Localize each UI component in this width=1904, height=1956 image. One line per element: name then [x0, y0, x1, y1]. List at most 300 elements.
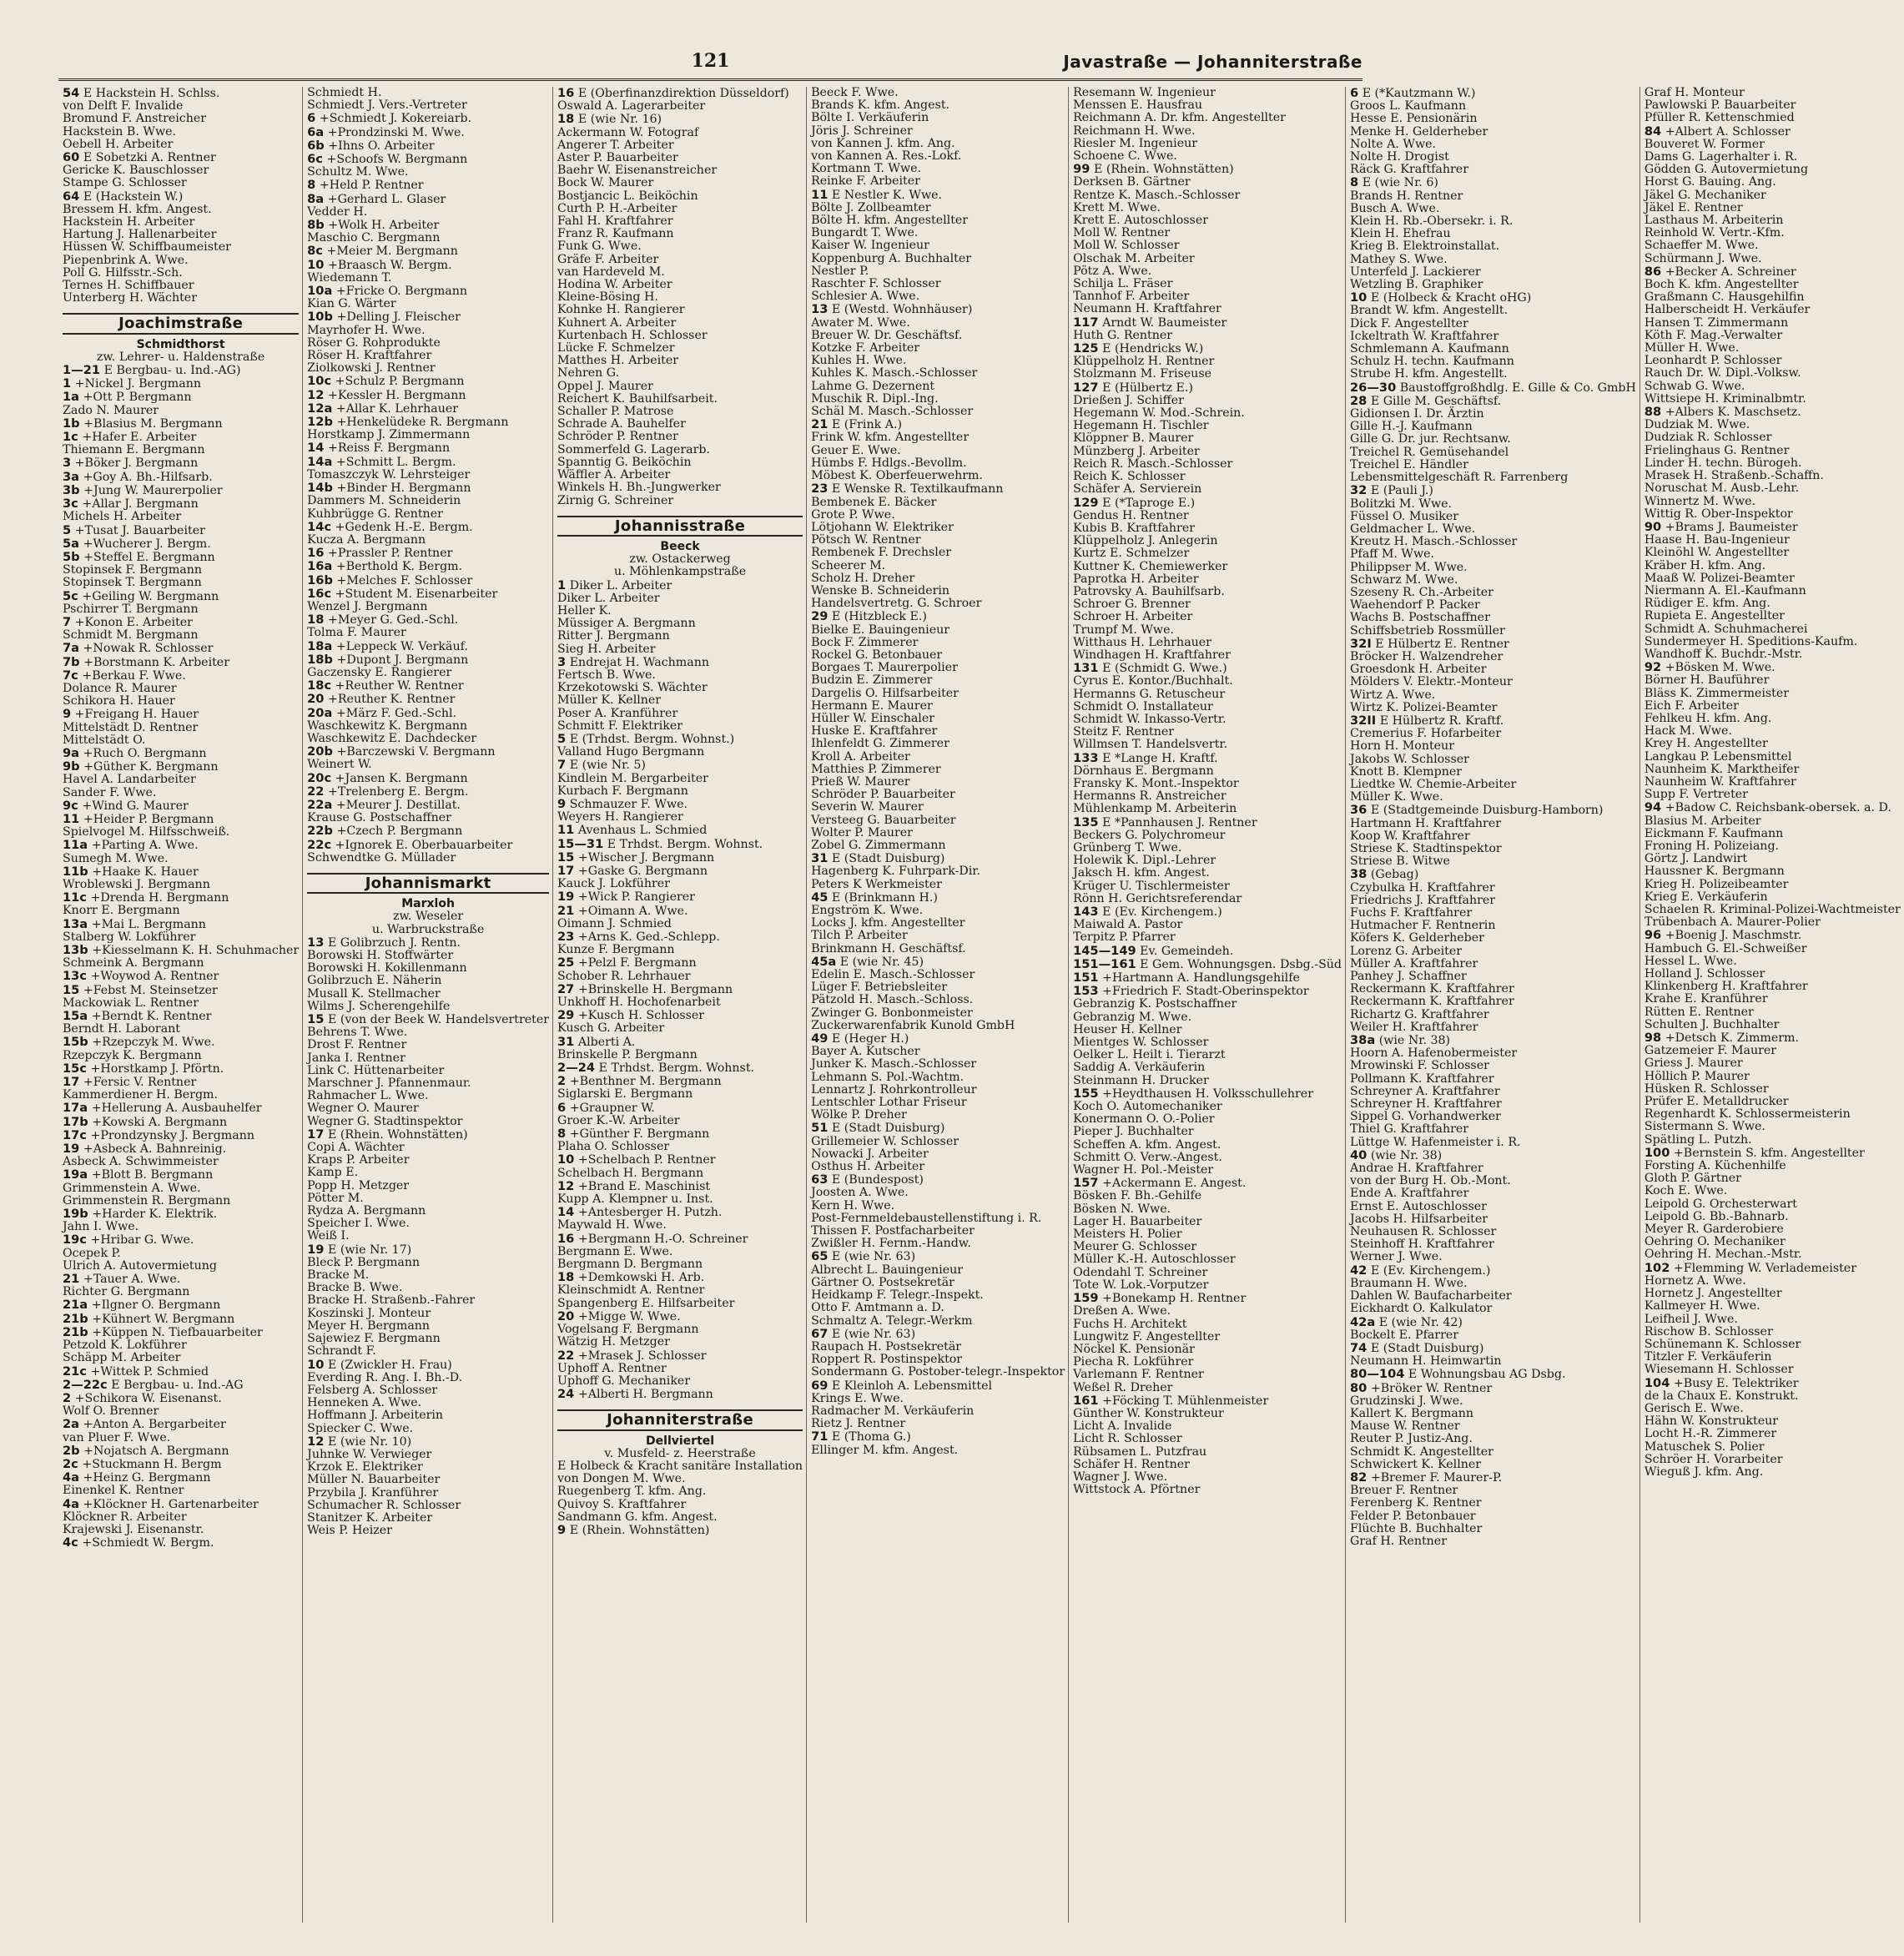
resident-entry — [63, 1511, 299, 1524]
resident-text: Kucza A. Bergmann — [307, 532, 426, 547]
resident-entry — [63, 1102, 299, 1115]
resident-text: Tolma F. Maurer — [307, 626, 406, 640]
house-number: 29 — [557, 1008, 575, 1023]
resident-text: Rockel G. Betonbauer — [811, 648, 943, 662]
resident-entry — [1350, 779, 1636, 791]
resident-entry — [307, 1001, 549, 1013]
house-number: 22c — [307, 837, 332, 852]
resident-entry — [1645, 1364, 1901, 1376]
resident-text: +Günther F. Bergmann — [569, 1127, 710, 1142]
resident-text: Röser G. Rohprodukte — [307, 335, 441, 350]
house-number: 32 — [1350, 483, 1368, 498]
resident-entry — [1645, 1262, 1901, 1275]
resident-entry — [1350, 1535, 1636, 1548]
resident-text: Bösken N. Wwe. — [1073, 1202, 1171, 1216]
resident-entry — [811, 534, 1065, 547]
resident-text: Huth G. Rentner — [1073, 328, 1173, 342]
house-number: 16b — [307, 572, 333, 587]
resident-entry — [811, 624, 1065, 637]
resident-entry — [63, 1339, 299, 1352]
resident-entry — [811, 330, 1065, 342]
resident-entry — [63, 760, 299, 774]
resident-text: Schelbach H. Bergmann — [557, 1166, 704, 1180]
resident-entry — [1073, 1484, 1342, 1496]
resident-entry — [1073, 330, 1342, 342]
resident-text: E *Lange H. Kraftf. — [1102, 751, 1218, 765]
resident-text: +Oimann A. Wwe. — [577, 904, 688, 918]
resident-text: Groesdonk H. Arbeiter — [1350, 663, 1487, 677]
resident-text: Pfüller R. Kettenschmied — [1644, 111, 1795, 125]
resident-entry — [1073, 905, 1342, 919]
resident-text: +Febst M. Steinsetzer — [83, 983, 218, 997]
resident-text: Graf H. Rentner — [1350, 1534, 1447, 1548]
resident-entry — [1073, 150, 1342, 163]
resident-entry — [1645, 1236, 1901, 1248]
house-number: 4a — [63, 1470, 80, 1485]
resident-entry — [811, 1058, 1065, 1071]
resident-text: Eich F. Arbeiter — [1644, 698, 1739, 713]
resident-text: Reichmann H. Wwe. — [1073, 124, 1196, 138]
resident-text: Dreßen A. Wwe. — [1073, 1304, 1171, 1318]
resident-entry — [307, 179, 549, 192]
resident-text: Schünemann K. Schlosser — [1644, 1337, 1801, 1351]
resident-text: Terpitz P. Pfarrer — [1073, 930, 1176, 945]
resident-text: Golibrzuch E. Näherin — [307, 974, 442, 988]
resident-entry — [63, 204, 299, 216]
resident-text: Hack M. Wwe. — [1644, 724, 1732, 739]
resident-text: Bressem H. kfm. Angest. — [63, 202, 212, 216]
resident-entry — [1073, 985, 1342, 998]
street-range: zw. Weseler — [393, 910, 464, 924]
resident-text: Kotzke F. Arbeiter — [811, 341, 920, 355]
resident-entry — [811, 355, 1065, 367]
resident-entry — [1350, 740, 1636, 753]
resident-entry — [1350, 1342, 1636, 1355]
resident-text: Moll W. Rentner — [1073, 226, 1171, 240]
resident-entry — [307, 1065, 549, 1077]
resident-text: Uphoff A. Rentner — [557, 1361, 667, 1375]
resident-text: Kallmeyer H. Wwe. — [1644, 1299, 1760, 1313]
resident-entry — [557, 720, 803, 733]
resident-entry — [557, 983, 803, 996]
resident-entry — [63, 1260, 299, 1273]
house-number: 5b — [63, 549, 80, 564]
resident-text: Naunheim K. Marktheifer — [1644, 762, 1800, 776]
resident-entry — [811, 930, 1065, 942]
resident-text: +Hellerung A. Ausbauhelfer — [91, 1102, 262, 1116]
resident-text: Hüsken R. Schlosser — [1644, 1081, 1769, 1096]
resident-entry — [63, 87, 299, 100]
resident-entry — [1645, 1441, 1901, 1454]
resident-entry — [811, 891, 1065, 905]
resident-entry — [557, 656, 803, 669]
resident-text: +Horstkamp J. Pförtn. — [90, 1061, 224, 1076]
house-number: 15 — [557, 849, 575, 865]
resident-entry — [1073, 1203, 1342, 1216]
resident-entry — [811, 943, 1065, 955]
resident-text: Schreyner A. Kraftfahrer — [1350, 1084, 1500, 1098]
house-number: 22 — [307, 784, 325, 799]
resident-entry — [1350, 523, 1636, 536]
resident-entry — [811, 649, 1065, 662]
resident-entry — [811, 610, 1065, 623]
resident-entry — [1350, 1497, 1636, 1510]
house-number: 8a — [307, 191, 325, 206]
resident-text: E (Frink A.) — [831, 418, 902, 432]
resident-entry — [1350, 1021, 1636, 1034]
resident-entry — [1350, 151, 1636, 164]
resident-text: E Kleinloh A. Lebensmittel — [831, 1379, 992, 1393]
resident-text: E (wie Nr. 17) — [327, 1243, 412, 1257]
resident-text: Striese B. Witwe — [1350, 854, 1450, 869]
resident-entry — [63, 241, 299, 254]
resident-text: Schmaltz A. Telegr.-Werkm — [811, 1313, 973, 1328]
resident-entry — [63, 1023, 299, 1036]
resident-entry — [1073, 483, 1342, 496]
resident-text: +Tauer A. Wwe. — [83, 1273, 181, 1287]
resident-entry — [63, 1313, 299, 1326]
resident-entry — [557, 1349, 803, 1363]
resident-text: Awater M. Wwe. — [811, 315, 910, 330]
resident-text: Wagner J. Wwe. — [1073, 1470, 1168, 1484]
resident-text: Ferenberg K. Rentner — [1350, 1496, 1482, 1510]
house-number: 80—104 — [1350, 1367, 1405, 1382]
resident-text: Kupp A. Klempner u. Inst. — [557, 1192, 713, 1207]
resident-text: Jäkel E. Rentner — [1644, 200, 1743, 214]
resident-entry — [1073, 1126, 1342, 1138]
resident-text: van Hardeveld M. — [557, 265, 665, 279]
resident-text: Oebell H. Arbeiter — [63, 137, 174, 151]
resident-entry — [557, 878, 803, 890]
resident-text: Horstkamp J. Zimmermann — [307, 428, 471, 442]
resident-entry — [811, 839, 1065, 852]
resident-text: +Reiss F. Bergmann — [327, 441, 451, 456]
resident-text: Hermanns G. Retuscheur — [1073, 687, 1226, 701]
resident-entry — [811, 789, 1065, 801]
resident-entry — [1073, 1433, 1342, 1445]
resident-text: Edelin E. Masch.-Schlosser — [811, 968, 975, 982]
resident-text: Spätling L. Putzh. — [1644, 1132, 1752, 1147]
resident-entry — [63, 787, 299, 799]
house-number: 145—149 — [1073, 943, 1136, 958]
resident-text: Hoffmann J. Arbeiterin — [307, 1409, 444, 1423]
resident-text: Matthes H. Arbeiter — [557, 354, 679, 368]
resident-entry — [1350, 1098, 1636, 1111]
resident-text: Leonhardt P. Schlosser — [1644, 354, 1782, 368]
resident-entry — [557, 127, 803, 139]
resident-text: Bock F. Zimmerer — [811, 635, 919, 649]
resident-entry — [1350, 176, 1636, 189]
house-number: 17 — [557, 863, 575, 878]
resident-text: Bayer A. Kutscher — [811, 1045, 920, 1059]
resident-entry — [1645, 879, 1901, 891]
resident-entry — [811, 597, 1065, 610]
resident-text: Münzberg J. Arbeiter — [1073, 444, 1200, 458]
resident-entry — [1350, 1264, 1636, 1278]
resident-entry — [307, 337, 549, 350]
house-number: 92 — [1644, 660, 1662, 675]
resident-entry — [1073, 586, 1342, 598]
resident-entry — [1350, 1034, 1636, 1047]
resident-entry — [307, 627, 549, 639]
resident-entry — [307, 1167, 549, 1179]
resident-entry — [811, 189, 1065, 202]
resident-text: (wie Nr. 38) — [1370, 1148, 1443, 1162]
resident-entry — [1350, 228, 1636, 240]
resident-text: Schmlemann A. Kaufmann — [1350, 342, 1509, 356]
resident-text: +Gaske G. Bergmann — [577, 864, 708, 878]
resident-entry — [1645, 496, 1901, 508]
resident-entry — [557, 1375, 803, 1388]
resident-text: Schmitt O. Verw.-Angest. — [1073, 1150, 1222, 1164]
resident-text: +Arns K. Ged.-Schlepp. — [577, 930, 720, 944]
resident-entry — [557, 1310, 803, 1323]
resident-text: Ulrich A. Autovermietung — [63, 1258, 217, 1273]
house-number: 38a — [1350, 1033, 1376, 1048]
house-number: 21a — [63, 1298, 88, 1313]
resident-entry — [307, 1500, 549, 1512]
resident-entry — [307, 1205, 549, 1217]
resident-text: Schultz M. Wwe. — [307, 165, 409, 179]
resident-text: Wegner G. Stadtinspektor — [307, 1114, 463, 1128]
resident-text: Pawlowski P. Bauarbeiter — [1644, 98, 1796, 113]
resident-entry — [1350, 882, 1636, 895]
resident-entry — [63, 190, 299, 204]
resident-text: Koch O. Automechaniker — [1073, 1100, 1222, 1114]
resident-text: Lehmann S. Pol.-Wachtm. — [811, 1070, 965, 1084]
resident-text: +Prondzinski M. Wwe. — [327, 125, 465, 139]
resident-entry — [557, 851, 803, 865]
resident-text: Weiß I. — [307, 1229, 350, 1243]
resident-text: Schikora H. Hauer — [63, 694, 175, 708]
resident-text: Ev. Gemeindeh. — [1140, 944, 1234, 958]
resident-entry — [557, 1115, 803, 1127]
resident-entry — [307, 1384, 549, 1397]
resident-text: Budzin E. Zimmerer — [811, 673, 933, 688]
resident-text: Heuser H. Kellner — [1073, 1022, 1182, 1036]
house-number: 31 — [811, 851, 829, 866]
resident-text: Gille H.-J. Kaufmann — [1350, 420, 1473, 434]
resident-text: Lüger F. Betriebsleiter — [811, 981, 947, 995]
resident-entry — [307, 799, 549, 812]
resident-text: E Wenske R. Textilkaufmann — [831, 482, 1004, 497]
resident-text: Mittelstädt O. — [63, 733, 146, 747]
resident-entry — [1645, 87, 1901, 99]
resident-text: Gerisch E. Wwe. — [1644, 1401, 1744, 1415]
resident-entry — [811, 637, 1065, 649]
resident-entry — [1645, 916, 1901, 929]
resident-text: E (Heger H.) — [831, 1032, 909, 1046]
resident-entry — [1645, 865, 1901, 878]
resident-entry — [1645, 1454, 1901, 1466]
resident-entry — [811, 239, 1065, 252]
resident-entry — [557, 393, 803, 406]
resident-text: E (Stadt Duisburg) — [831, 1122, 945, 1136]
resident-entry — [1645, 713, 1901, 725]
resident-entry — [557, 1460, 803, 1473]
resident-text: Meurer G. Schlosser — [1073, 1240, 1197, 1254]
resident-entry — [1645, 291, 1901, 304]
house-number: 24 — [557, 1387, 575, 1402]
resident-entry — [1073, 573, 1342, 586]
resident-entry — [1073, 701, 1342, 713]
resident-entry — [1645, 1415, 1901, 1428]
resident-entry — [1073, 125, 1342, 138]
resident-text: Reichmann A. Dr. kfm. Angestellter — [1073, 111, 1286, 125]
house-number: 18 — [557, 112, 575, 127]
resident-text: Görtz J. Landwirt — [1644, 852, 1748, 866]
resident-entry — [811, 214, 1065, 227]
resident-text: von Kannen A. Res.-Lokf. — [811, 149, 962, 164]
resident-text: Wroblewski J. Bergmann — [63, 877, 210, 891]
resident-text: Thiel G. Kraftfahrer — [1350, 1122, 1469, 1137]
resident-text: +Becker A. Schreiner — [1665, 265, 1796, 279]
resident-entry — [811, 1161, 1065, 1173]
resident-text: Sippel G. Vorhandwerker — [1350, 1110, 1501, 1124]
resident-entry — [557, 930, 803, 944]
resident-entry — [1350, 1251, 1636, 1263]
resident-text: +Bröker W. Rentner — [1370, 1381, 1493, 1395]
resident-text: Aster P. Bauarbeiter — [557, 151, 678, 165]
resident-text: Ziolkowski J. Rentner — [307, 361, 436, 376]
resident-entry — [1350, 1123, 1636, 1136]
resident-text: Mrowinski F. Schlosser — [1350, 1059, 1489, 1073]
resident-entry — [307, 1013, 549, 1026]
resident-text: +Alberti H. Bergmann — [577, 1388, 713, 1402]
house-number: 6 — [307, 111, 316, 126]
resident-text: Regenhardt K. Schlossermeisterin — [1644, 1107, 1851, 1122]
resident-text: E (von der Beek W. Handelsvertreter — [327, 1013, 550, 1027]
resident-entry — [811, 1444, 1065, 1457]
house-number: 12a — [307, 401, 333, 416]
house-number: 19 — [63, 1142, 80, 1157]
resident-text: Müller A. Kraftfahrer — [1350, 956, 1478, 970]
resident-text: Hessel L. Wwe. — [1644, 954, 1737, 968]
resident-text: Krzekotowski S. Wächter — [557, 681, 708, 695]
house-number: 129 — [1073, 495, 1099, 510]
resident-entry — [811, 674, 1065, 687]
resident-text: Heller K. — [557, 603, 612, 618]
house-number: 16a — [307, 559, 333, 574]
resident-text: Schmidt A. Schuhmacherei — [1644, 622, 1808, 636]
resident-entry — [811, 572, 1065, 585]
resident-entry — [1350, 843, 1636, 855]
resident-text: Kuhbrügge G. Rentner — [307, 507, 443, 521]
resident-text: Sommerfeld G. Lagerarb. — [557, 442, 710, 456]
resident-entry — [63, 1182, 299, 1195]
resident-text: Krüger U. Tischlermeister — [1073, 879, 1230, 893]
resident-text: Schmiedt J. Vers.-Vertreter — [307, 98, 467, 113]
resident-entry — [63, 1298, 299, 1312]
resident-entry — [1645, 1057, 1901, 1070]
resident-text: Sumegh M. Wwe. — [63, 851, 169, 865]
resident-entry — [1645, 674, 1901, 687]
resident-entry — [811, 700, 1065, 713]
resident-entry — [1073, 1343, 1342, 1356]
resident-entry — [557, 1511, 803, 1524]
house-number: 11b — [63, 864, 88, 879]
resident-entry — [1350, 459, 1636, 471]
resident-text: Paprotka H. Arbeiter — [1073, 572, 1199, 586]
resident-entry — [63, 444, 299, 456]
resident-entry — [811, 431, 1065, 444]
resident-entry — [557, 773, 803, 785]
resident-entry — [811, 150, 1065, 163]
resident-entry — [307, 1397, 549, 1409]
district-name: Marxloh — [401, 897, 455, 911]
house-number: 20 — [307, 692, 325, 707]
resident-entry — [1350, 254, 1636, 266]
resident-text: Wätzig H. Metzger — [557, 1335, 670, 1349]
resident-text: von Delft F. Invalide — [63, 99, 184, 113]
resident-text: Sieg H. Arbeiter — [557, 642, 656, 656]
resident-text: Vogelsang F. Bergmann — [557, 1323, 699, 1337]
resident-entry — [811, 509, 1065, 522]
resident-entry — [1645, 1160, 1901, 1172]
resident-entry — [63, 417, 299, 431]
resident-entry — [307, 456, 549, 469]
resident-text: Hartung J. Hallenarbeiter — [63, 228, 217, 242]
house-number: 13b — [63, 943, 88, 957]
resident-entry — [307, 206, 549, 219]
resident-entry — [63, 255, 299, 267]
resident-text: Holland J. Schlosser — [1644, 967, 1765, 981]
resident-text: +Hartmann A. Handlungsgehilfe — [1102, 971, 1300, 986]
resident-entry — [811, 470, 1065, 482]
resident-entry — [307, 1217, 549, 1230]
resident-text: Baustoffgroßhdlg. E. Gille & Co. GmbH — [1399, 381, 1636, 395]
resident-entry — [557, 367, 803, 380]
resident-text: Koppenburg A. Buchhalter — [811, 251, 972, 265]
resident-text: +Gedenk H.-E. Bergm. — [335, 520, 473, 534]
house-number: 4c — [63, 1535, 78, 1550]
resident-entry — [811, 418, 1065, 431]
resident-entry — [1350, 511, 1636, 523]
resident-entry — [1073, 278, 1342, 290]
resident-entry — [557, 918, 803, 930]
resident-entry — [811, 1084, 1065, 1096]
resident-text: Reckermann K. Kraftfahrer — [1350, 995, 1514, 1009]
resident-text: Wachs B. Postschaffner — [1350, 611, 1490, 625]
resident-entry — [1645, 955, 1901, 968]
resident-text: Musall K. Stellmacher — [307, 986, 441, 1001]
resident-text: Cyrus E. Kontor./Buchhalt. — [1073, 674, 1233, 688]
resident-text: Brands K. kfm. Angest. — [811, 98, 950, 113]
resident-text: Dams G. Lagerhalter i. R. — [1644, 150, 1798, 164]
resident-entry — [307, 1077, 549, 1090]
resident-text: Borowski H. Stoffwärter — [307, 949, 454, 962]
resident-entry — [63, 1286, 299, 1298]
resident-entry — [1073, 214, 1342, 227]
house-number: 1a — [63, 390, 80, 405]
resident-entry — [63, 456, 299, 470]
resident-text: Bielke E. Bauingenieur — [811, 623, 950, 637]
resident-text: Angerer T. Arbeiter — [557, 138, 674, 152]
resident-text: Pollmann K. Kraftfahrer — [1350, 1071, 1494, 1086]
resident-text: Trübenbach A. Maurer-Polier — [1644, 915, 1821, 930]
resident-entry — [557, 1246, 803, 1258]
resident-text: +Meurer J. Destillat. — [335, 798, 461, 812]
house-number: 11 — [63, 811, 80, 826]
resident-text: +Asbeck A. Bahnreinig. — [83, 1142, 227, 1157]
resident-entry — [1645, 1326, 1901, 1338]
resident-entry — [307, 587, 549, 601]
house-number: 8 — [1350, 175, 1359, 190]
resident-entry — [1350, 830, 1636, 843]
resident-text: E (wie Nr. 10) — [327, 1434, 412, 1449]
resident-text: Olschak M. Arbeiter — [1073, 251, 1195, 265]
resident-entry — [1350, 1278, 1636, 1290]
